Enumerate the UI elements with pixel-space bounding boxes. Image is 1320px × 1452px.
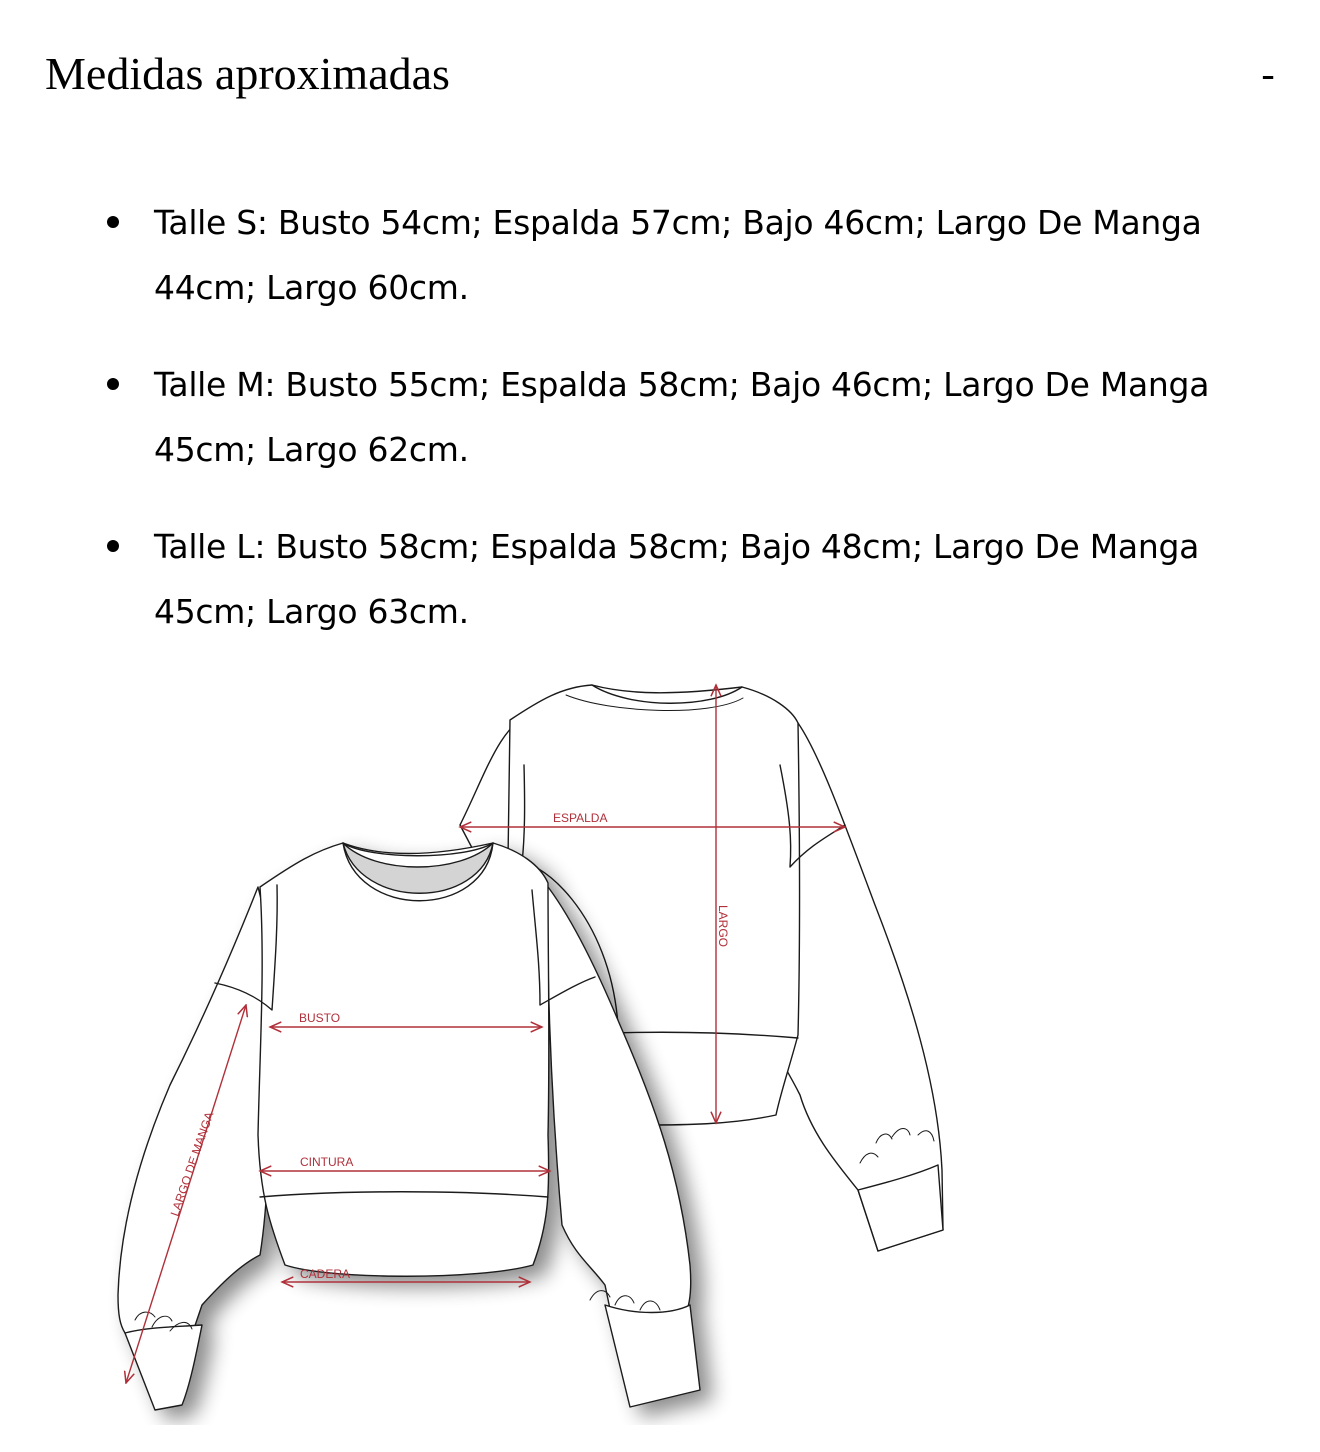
collapse-toggle-button[interactable]: - bbox=[1250, 50, 1286, 98]
largo-de-manga-label: LARGO DE MANGA bbox=[167, 1110, 217, 1218]
cadera-label: CADERA bbox=[300, 1267, 351, 1281]
size-measurements-list bbox=[0, 190, 1320, 676]
section-header[interactable] bbox=[0, 0, 1320, 150]
largo-label: LARGO bbox=[716, 905, 730, 948]
section-title: Medidas aproximadas bbox=[45, 48, 450, 99]
size-item-m: Talle M: Busto 55cm; Espalda 58cm; Bajo 46cm; Largo De Manga 45cm; Largo 62cm. bbox=[0, 352, 1320, 482]
espalda-label: ESPALDA bbox=[553, 811, 608, 825]
cintura-label: CINTURA bbox=[300, 1155, 354, 1169]
busto-label: BUSTO bbox=[299, 1011, 341, 1025]
sweater-measurement-diagram bbox=[100, 665, 960, 1425]
size-item-l: Talle L: Busto 58cm; Espalda 58cm; Bajo 48cm; Largo De Manga 45cm; Largo 63cm. bbox=[0, 514, 1320, 644]
size-item-s: Talle S: Busto 54cm; Espalda 57cm; Bajo 46cm; Largo De Manga 44cm; Largo 60cm. bbox=[0, 190, 1320, 320]
